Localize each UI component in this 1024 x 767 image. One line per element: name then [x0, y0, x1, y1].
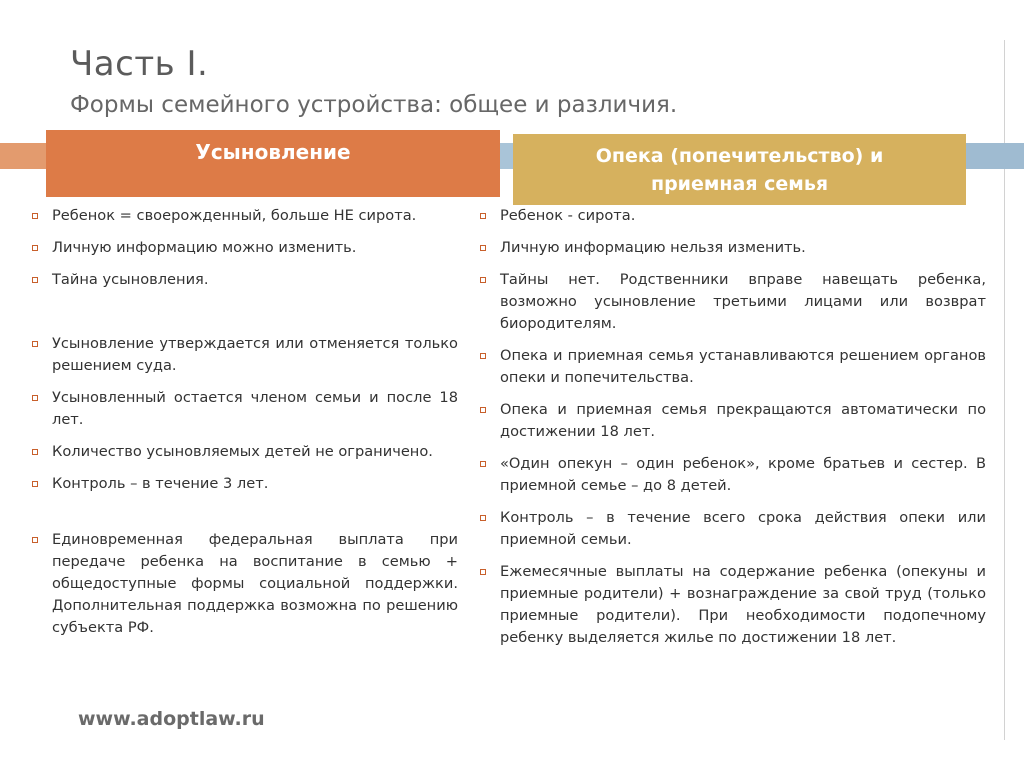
list-item: Тайны нет. Родственники вправе навещать ребенка, возможно усыновление третьими лицами или возврат биородителям. — [480, 269, 986, 335]
right-accent-stripe — [966, 143, 1024, 169]
square-bullet-icon — [480, 569, 486, 575]
middle-accent-stripe — [500, 143, 513, 169]
footer-website: www.adoptlaw.ru — [78, 708, 265, 730]
guardianship-header — [513, 134, 966, 205]
list-item: Опека и приемная семья прекращаются автоматически по достижении 18 лет. — [480, 399, 986, 443]
list-item: Контроль – в течение всего срока действия опеки или приемной семьи. — [480, 507, 986, 551]
square-bullet-icon — [32, 245, 38, 251]
list-item: Ребенок - сирота. — [480, 205, 986, 227]
square-bullet-icon — [480, 353, 486, 359]
square-bullet-icon — [480, 277, 486, 283]
square-bullet-icon — [480, 461, 486, 467]
guardianship-header-line2: приемная семья — [650, 173, 829, 195]
square-bullet-icon — [480, 407, 486, 413]
list-item: Личную информацию нельзя изменить. — [480, 237, 986, 259]
list-item: Ежемесячные выплаты на содержание ребенка (опекуны и приемные родители) + вознаграждение за свой труд (только приемные родители). При необходимости подопечному ребенку выделяется жилье по достижении 18 лет. — [480, 561, 986, 649]
square-bullet-icon — [480, 515, 486, 521]
list-item: Тайна усыновления. — [32, 269, 458, 291]
adoption-header — [46, 130, 500, 197]
guardianship-header-line1: Опека (попечительство) и — [595, 145, 884, 167]
list-item: Личную информацию можно изменить. — [32, 237, 458, 259]
square-bullet-icon — [32, 449, 38, 455]
slide-title: Часть I. — [70, 44, 209, 84]
square-bullet-icon — [32, 395, 38, 401]
list-item: Ребенок = своерожденный, больше НЕ сирота. — [32, 205, 458, 227]
square-bullet-icon — [32, 341, 38, 347]
list-item: Единовременная федеральная выплата при передаче ребенка на воспитание в семью + общедоступные формы социальной поддержки. Дополнительная поддержка возможна по решению субъекта РФ. — [32, 529, 458, 639]
square-bullet-icon — [480, 245, 486, 251]
square-bullet-icon — [32, 481, 38, 487]
square-bullet-icon — [480, 213, 486, 219]
guardianship-list — [480, 205, 986, 649]
list-item: Количество усыновляемых детей не ограничено. — [32, 441, 458, 463]
square-bullet-icon — [32, 213, 38, 219]
square-bullet-icon — [32, 277, 38, 283]
list-item: Усыновление утверждается или отменяется только решением суда. — [32, 333, 458, 377]
list-item: Опека и приемная семья устанавливаются решением органов опеки и попечительства. — [480, 345, 986, 389]
adoption-list — [32, 205, 458, 639]
list-item: Усыновленный остается членом семьи и после 18 лет. — [32, 387, 458, 431]
square-bullet-icon — [32, 537, 38, 543]
list-item: Контроль – в течение 3 лет. — [32, 473, 458, 495]
adoption-header-label: Усыновление — [195, 140, 351, 164]
slide-subtitle: Формы семейного устройства: общее и различия. — [70, 92, 678, 118]
left-accent-stripe — [0, 143, 48, 169]
list-item: «Один опекун – один ребенок», кроме братьев и сестер. В приемной семье – до 8 детей. — [480, 453, 986, 497]
